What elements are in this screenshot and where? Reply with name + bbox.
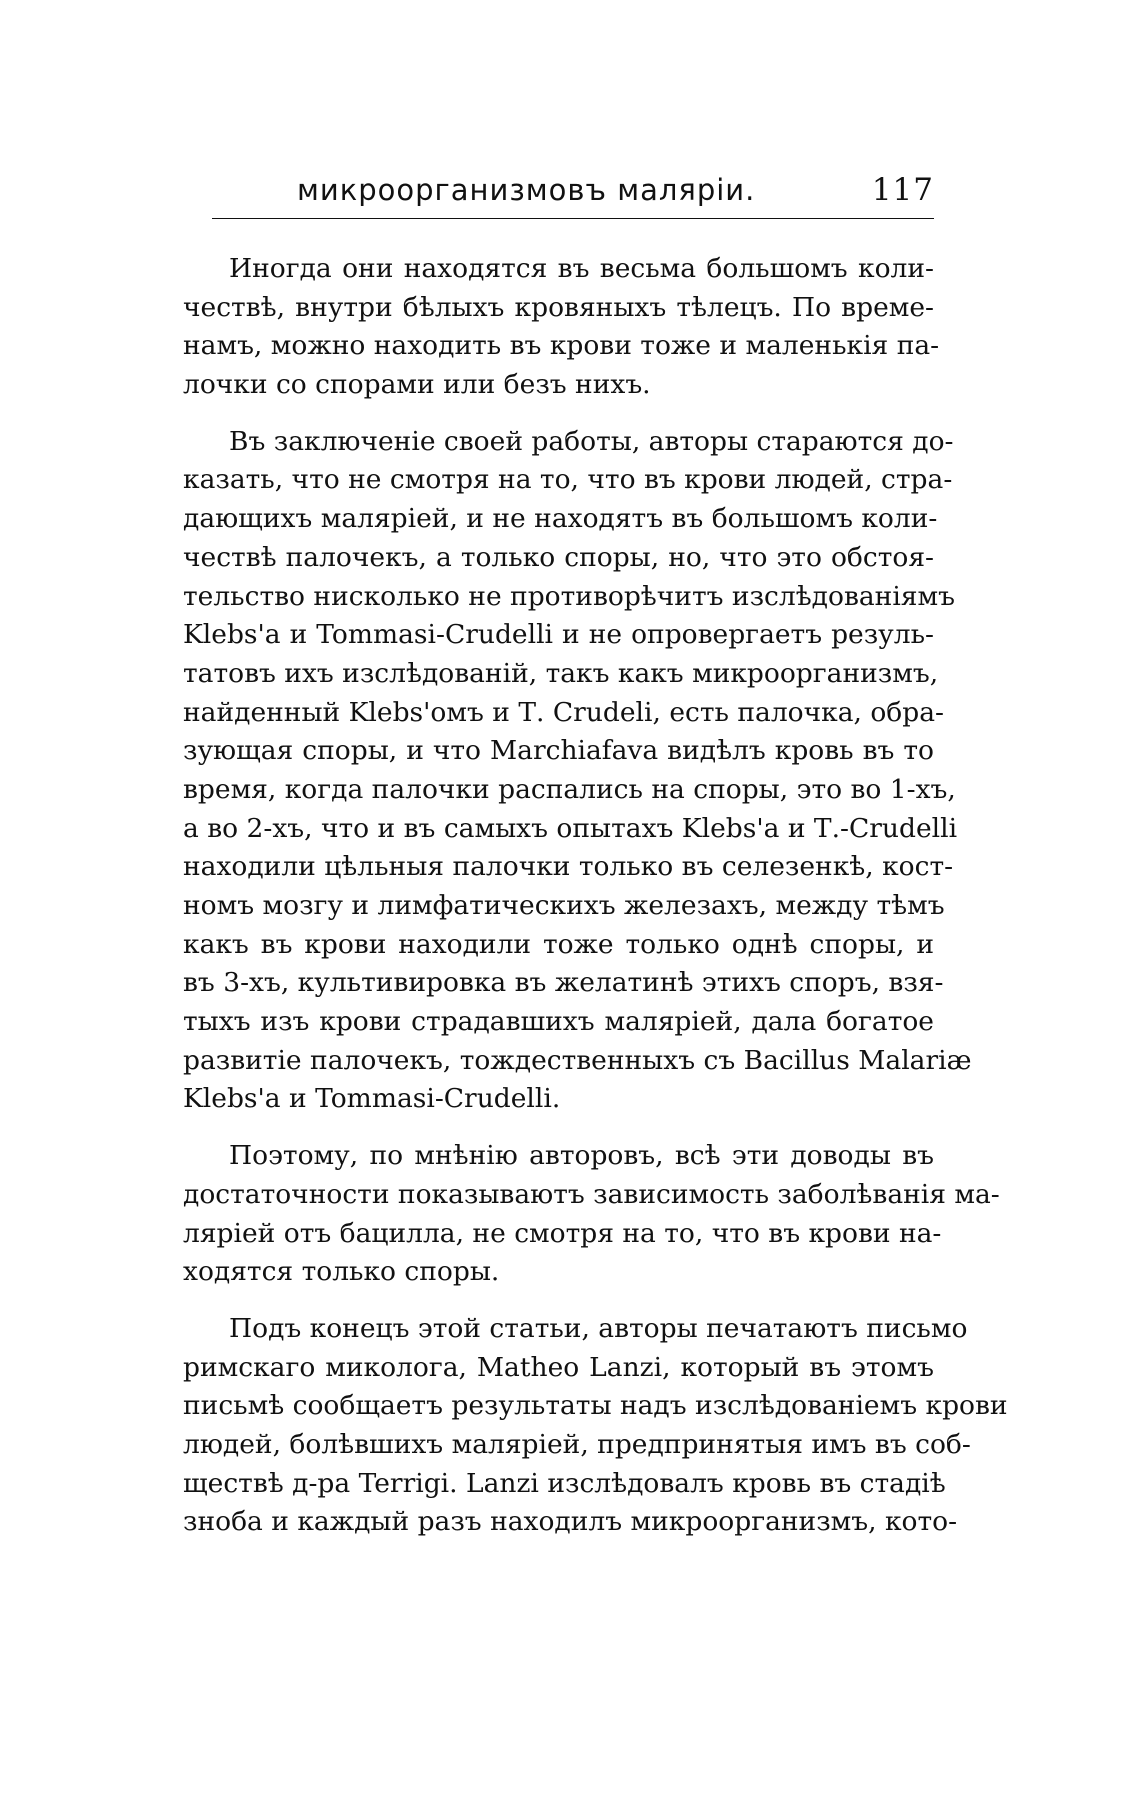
body-text <box>183 250 1008 1542</box>
text-line: лярiей отъ бацилла, не смотря на то, что въ крови на- <box>183 1217 942 1249</box>
text-line: чествѣ палочекъ, а только споры, но, что это обстоя- <box>183 541 934 573</box>
text-line: зноба и каждый разъ находилъ микроорганизмъ, кото- <box>183 1506 958 1538</box>
text-line: чествѣ, внутри бѣлыхъ кровяныхъ тѣлецъ. По време- <box>183 291 934 323</box>
running-title: микроорганизмовъ малярiи. <box>297 173 756 207</box>
text-line: римскаго миколога, Matheo Lanzi, который въ этомъ <box>183 1351 934 1383</box>
text-line: Въ заключенiе своей работы, авторы стараются до- <box>229 425 954 457</box>
text-line: а во 2-хъ, что и въ самыхъ опытахъ Klebs'а и Т.-Crudelli <box>183 812 958 844</box>
text-line: достаточности показываютъ зависимость заболѣванiя ма- <box>183 1178 1000 1210</box>
text-line: тыхъ изъ крови страдавшихъ малярiей, дала богатое <box>183 1006 934 1038</box>
text-line: Поэтому, по мнѣнiю авторовъ, всѣ эти доводы въ <box>229 1140 934 1172</box>
paragraph-4 <box>183 1310 1008 1542</box>
text-line: находили цѣльныя палочки только въ селезенкѣ, кост- <box>183 851 954 883</box>
text-line: найденный Klebs'омъ и Т. Crudeli, есть палочка, обра- <box>183 696 944 728</box>
text-line: ходятся только споры. <box>183 1256 500 1288</box>
text-line: какъ въ крови находили тоже только однѣ споры, и <box>183 928 934 960</box>
paragraph-3 <box>183 1137 1000 1292</box>
header-rule <box>212 218 934 219</box>
text-line: лочки со спорами или безъ нихъ. <box>183 369 651 401</box>
paragraph-1 <box>183 250 940 405</box>
text-line: время, когда палочки распались на споры, это во 1-хъ, <box>183 773 956 805</box>
text-line: людей, болѣвшихъ малярiей, предпринятыя имъ въ соб- <box>183 1428 971 1460</box>
text-line: ществѣ д-ра Terrigi. Lanzi изслѣдовалъ кровь въ стадiѣ <box>183 1467 946 1499</box>
text-line: дающихъ малярiей, и не находятъ въ большомъ коли- <box>183 503 938 535</box>
text-line: Подъ конецъ этой статьи, авторы печатаютъ письмо <box>229 1312 968 1344</box>
text-line: намъ, можно находить въ крови тоже и маленькiя па- <box>183 330 940 362</box>
page-number: 117 <box>871 172 934 208</box>
running-header <box>212 170 934 210</box>
text-line: номъ мозгу и лимфатическихъ железахъ, между тѣмъ <box>183 890 945 921</box>
text-line: тельство нисколько не противорѣчитъ изслѣдованiямъ <box>183 580 955 612</box>
text-line: казать, что не смотря на то, что въ крови людей, стра- <box>183 464 953 496</box>
text-line: письмѣ сообщаетъ результаты надъ изслѣдованiемъ крови <box>183 1390 1008 1422</box>
paragraph-2 <box>183 423 972 1119</box>
text-line: Иногда они находятся въ весьма большомъ коли- <box>229 253 934 284</box>
text-line: развитiе палочекъ, тождественныхъ съ Bacillus Malariæ <box>183 1044 972 1076</box>
text-line: въ 3-хъ, культивировка въ желатинѣ этихъ споръ, взя- <box>183 967 944 999</box>
text-line: зующая споры, и что Marchiafava видѣлъ кровь въ то <box>183 735 934 767</box>
text-line: татовъ ихъ изслѣдованiй, такъ какъ микроорганизмъ, <box>183 657 939 689</box>
text-line: Klebs'а и Tommasi-Crudelli и не опровергаетъ резуль- <box>183 619 934 651</box>
text-line: Klebs'а и Tommasi-Crudelli. <box>183 1083 561 1115</box>
